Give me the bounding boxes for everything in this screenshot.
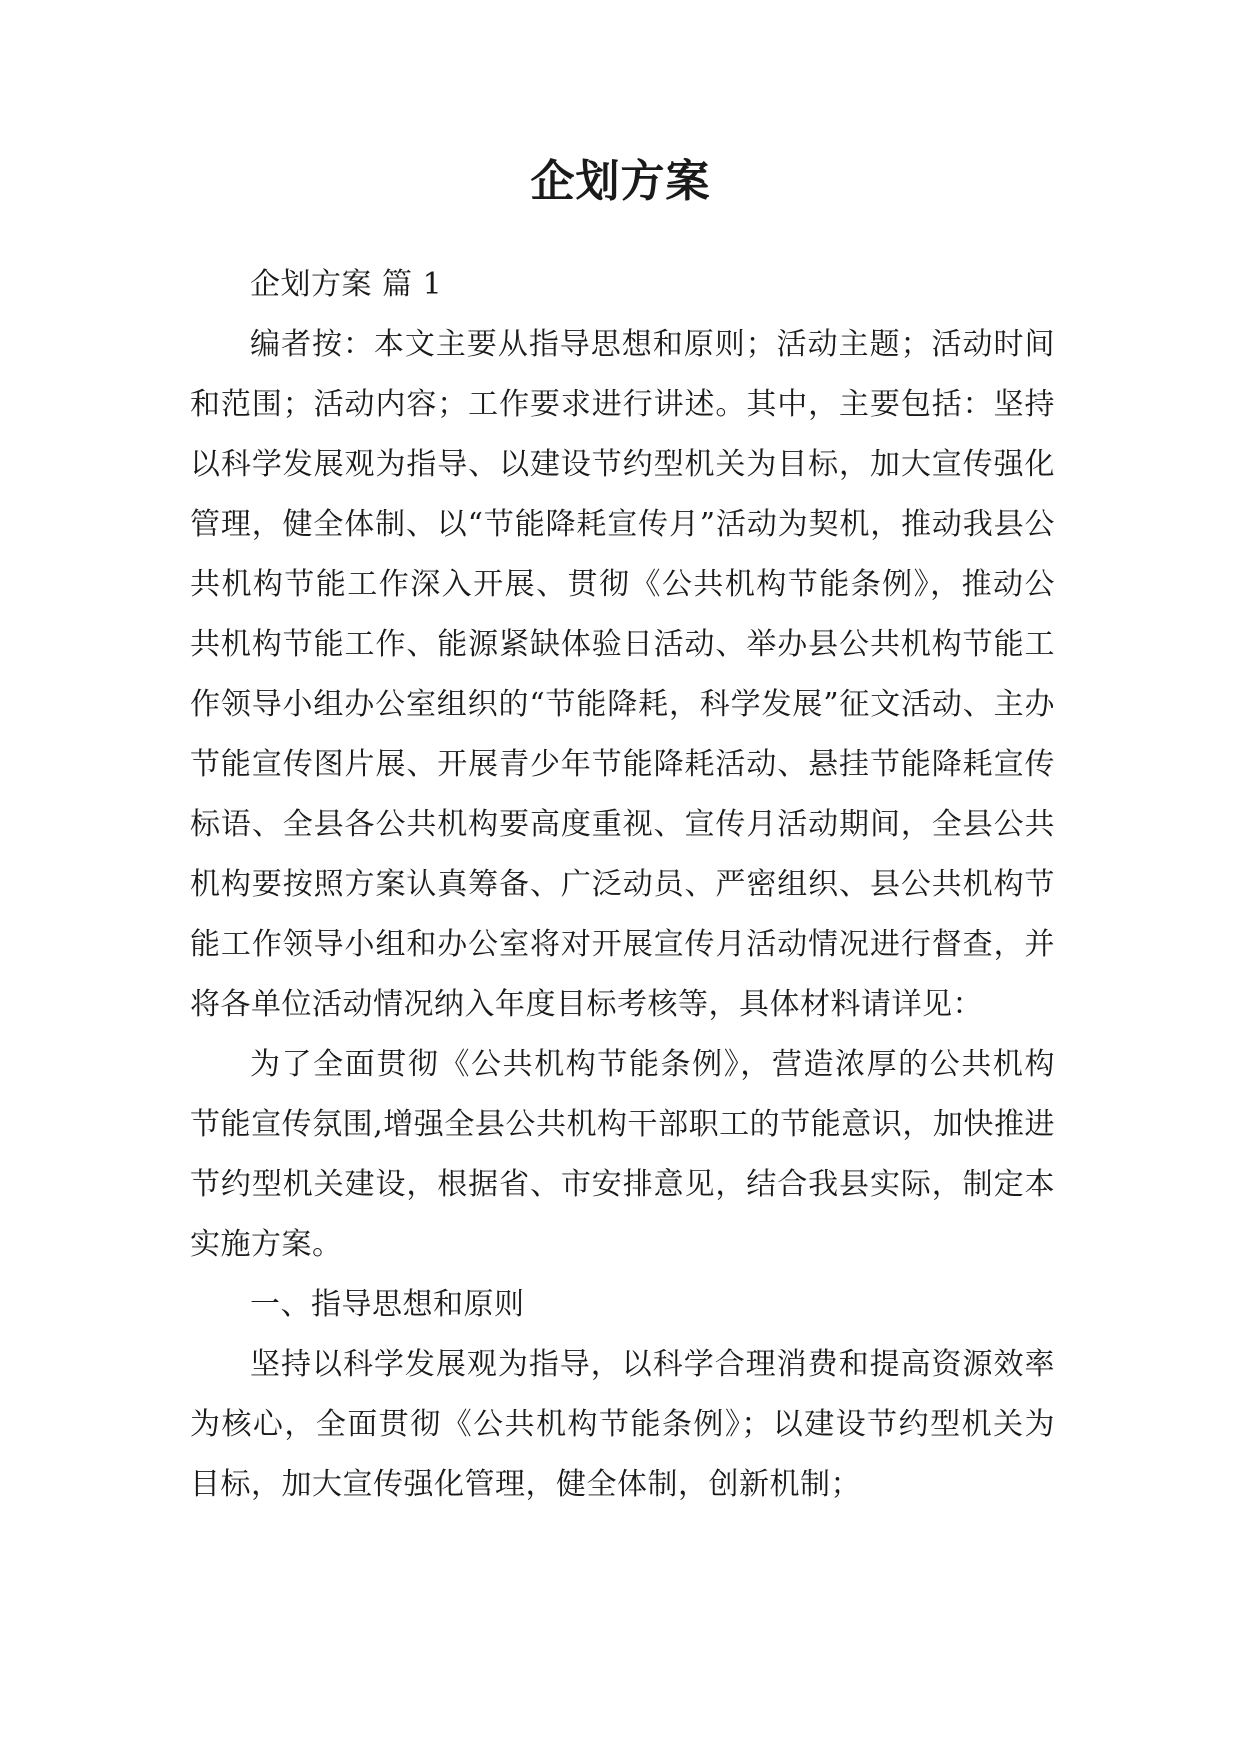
editor-note-paragraph: 编者按：本文主要从指导思想和原则；活动主题；活动时间和范围；活动内容；工作要求进行讲述。其中，主要包括：坚持以科学发展观为指导、以建设节约型机关为目标，加大宣传强化管理，健全体制、以“节能降耗宣传月”活动为契机，推动我县公共机构节能工作深入开展、贯彻《公共机构节能条例》，推动公共机构节能工作、能源紧缺体验日活动、举办县公共机构节能工作领导小组办公室组织的“节能降耗，科学发展”征文活动、主办节能宣传图片展、开展青少年节能降耗活动、悬挂节能降耗宣传标语、全县各公共机构要高度重视、宣传月活动期间，全县公共机构要按照方案认真筹备、广泛动员、严密组织、县公共机构节能工作领导小组和办公室将对开展宣传月活动情况进行督查，并将各单位活动情况纳入年度目标考核等，具体材料请详见： (190, 327, 1055, 1022)
guiding-principles-paragraph: 坚持以科学发展观为指导，以科学合理消费和提高资源效率为核心，全面贯彻《公共机构节能条例》；以建设节约型机关为目标，加大宣传强化管理，健全体制，创新机制； (190, 1347, 1055, 1502)
document-body (190, 255, 1055, 1515)
document-title: 企划方案 (530, 156, 711, 207)
intro-paragraph: 为了全面贯彻《公共机构节能条例》，营造浓厚的公共机构节能宣传氛围,增强全县公共机构干部职工的节能意识，加快推进节约型机关建设，根据省、市安排意见，结合我县实际，制定本实施方案。 (190, 1047, 1055, 1262)
section-label: 企划方案 篇 1 (250, 267, 443, 302)
section-heading-guiding-principles: 一、指导思想和原则 (250, 1287, 525, 1322)
